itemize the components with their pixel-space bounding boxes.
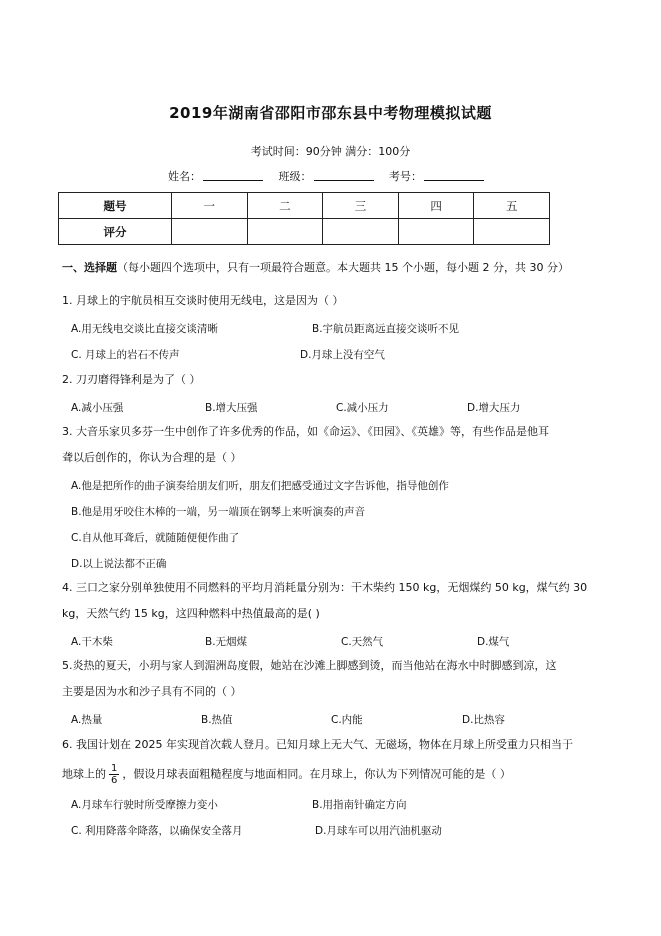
number-label: 考号： [389,170,422,183]
option-b[interactable]: B.热值 [201,714,233,726]
option-a[interactable]: A.他是把所作的曲子演奏给朋友们听，朋友们把感受通过文字告诉他，指导他创作 [71,480,449,492]
class-blank[interactable] [314,169,374,181]
option-c[interactable]: C.减小压力 [336,402,389,414]
score-col-header: 二 [247,193,323,219]
option-b[interactable]: B.宇航员距离远直接交谈听不见 [312,323,460,335]
name-label: 姓名： [168,170,201,183]
option-a[interactable]: A.月球车行驶时所受摩擦力变小 [71,799,218,811]
score-table-header-row [59,193,550,219]
class-label: 班级： [278,170,312,183]
option-c[interactable]: C. 月球上的岩石不传声 [71,349,180,361]
exam-info: 考试时间：90分钟 满分：100分 [250,145,411,158]
option-a[interactable]: A.热量 [71,714,103,726]
option-c[interactable]: C.自从他耳聋后，就随随便便作曲了 [71,532,240,544]
score-col-header: 五 [474,193,550,219]
stem-text: 地球上的 [62,767,106,781]
question-stem: kg，天然气约 15 kg，这四种燃料中热值最高的是( ) [62,607,320,620]
option-a[interactable]: A.减小压强 [71,402,124,414]
score-row-label: 题号 [59,193,172,219]
option-c[interactable]: C. 利用降落伞降落，以确保安全落月 [71,825,243,837]
option-d[interactable]: D.煤气 [477,636,510,648]
question-stem: 3. 大音乐家贝多芬一生中创作了许多优秀的作品，如《命运》、《田园》、《英雄》等，有些作品是他耳 [62,425,549,438]
option-d[interactable]: D.以上说法都不正确 [71,558,167,570]
question-stem: 4. 三口之家分别单独使用不同燃料的平均月消耗量分别为：干木柴约 150 kg，无烟煤约 50 kg，煤气约 30 [62,581,588,594]
option-b[interactable]: B.他是用牙咬住木棒的一端，另一端顶在钢琴上来听演奏的声音 [71,506,366,518]
score-cell[interactable] [474,219,550,245]
page-title: 2019年湖南省邵阳市邵东县中考物理模拟试题 [169,104,492,122]
score-table-score-row [59,219,550,245]
option-b[interactable]: B.用指南针确定方向 [312,799,407,811]
option-b[interactable]: B.无烟煤 [205,636,248,648]
fraction-numerator: 1 [111,763,118,774]
name-blank[interactable] [203,169,263,181]
score-col-header: 一 [172,193,248,219]
option-c[interactable]: C.内能 [331,714,363,726]
option-d[interactable]: D.增大压力 [467,402,521,414]
question-stem: 主要是因为水和沙子具有不同的（ ） [62,685,242,698]
score-col-header: 三 [323,193,399,219]
option-d[interactable]: D.月球上没有空气 [300,349,385,361]
option-a[interactable]: A.用无线电交谈比直接交谈清晰 [71,323,218,335]
question-stem: 1. 月球上的宇航员相互交谈时使用无线电，这是因为（ ） [62,294,344,307]
score-row-label: 评分 [59,219,172,245]
question-stem-line2 [62,763,602,786]
student-fields [168,168,496,184]
score-cell[interactable] [323,219,399,245]
score-table [58,192,550,245]
question-stem: 6. 我国计划在 2025 年实现首次载人登月。已知月球上无大气、无磁场，物体在月球上所受重力只相当于 [62,738,573,751]
option-d[interactable]: D.比热容 [462,714,505,726]
question-stem: 5.炎热的夏天，小玥与家人到湄洲岛度假，她站在沙滩上脚感到烫，而当他站在海水中时脚感到凉，这 [62,659,557,672]
fraction-denominator: 6 [111,775,118,786]
question-stem: 2. 刀刃磨得锋利是为了（ ） [62,373,201,386]
section-heading [62,259,569,275]
score-cell[interactable] [172,219,248,245]
score-cell[interactable] [398,219,474,245]
option-b[interactable]: B.增大压强 [205,402,258,414]
option-c[interactable]: C.天然气 [341,636,384,648]
section-note: （每小题四个选项中，只有一项最符合题意。本大题共 15 个小题，每小题 2 分，共 30 分） [117,261,569,274]
fraction [109,763,119,786]
section-title: 一、选择题 [62,261,117,274]
question-stem: 聋以后创作的，你认为合理的是（ ） [62,451,242,464]
number-blank[interactable] [424,169,484,181]
score-col-header: 四 [398,193,474,219]
stem-text: ，假设月球表面粗糙程度与地面相同。在月球上，你认为下列情况可能的是（ ） [122,767,511,781]
option-d[interactable]: D.月球车可以用汽油机驱动 [315,825,442,837]
score-cell[interactable] [247,219,323,245]
option-a[interactable]: A.干木柴 [71,636,113,648]
